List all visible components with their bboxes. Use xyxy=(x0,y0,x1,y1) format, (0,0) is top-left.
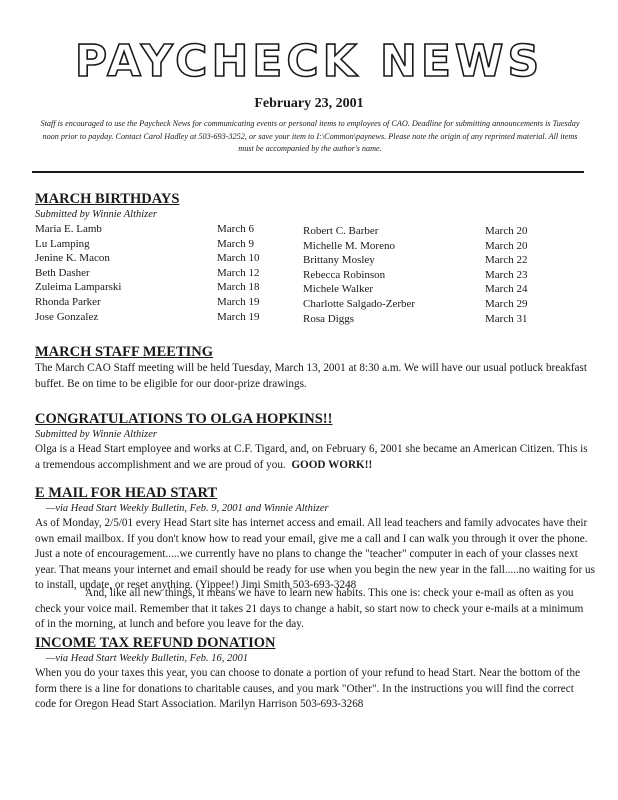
birthday-date: March 10 xyxy=(217,252,260,265)
birthday-date: March 24 xyxy=(485,283,528,296)
congrats-submitted-by: Submitted by Winnie Althizer xyxy=(35,429,158,440)
birthday-name: Maria E. Lamb xyxy=(35,223,102,235)
masthead-title: PAYCHECK NEWS xyxy=(74,36,544,87)
birthday-name: Charlotte Salgado-Zerber xyxy=(303,297,416,310)
birthday-date: March 23 xyxy=(485,268,528,281)
birthday-date: March 19 xyxy=(217,310,260,323)
congrats-text: Olga is a Head Start employee and works at C.F. Tigard, and, on February 6, 2001 she became an American Citizen. This is a tremendous accomplishment and we are proud of you. xyxy=(35,443,588,471)
email-paragraph-2: And, like all new things, it means we have to learn new habits. This one is: check your e-mail as often as you check your voice mail. Remember that it takes 21 days to change a habit, so start now to check your e-mails at a minimum of in the morning, at lunch and before you leave for the day. xyxy=(35,587,584,630)
birthday-name: Michelle M. Moreno xyxy=(303,239,395,252)
birthday-name: Rebecca Robinson xyxy=(303,268,386,281)
birthdays-left-names xyxy=(35,222,121,324)
birthday-name: Michele Walker xyxy=(303,283,374,296)
birthday-name: Rosa Diggs xyxy=(303,312,355,325)
birthday-name: Jose Gonzalez xyxy=(35,310,99,323)
staff-meeting-body: The March CAO Staff meeting will be held Tuesday, March 13, 2001 at 8:30 a.m. We will have our usual potluck breakfast buffet. Be on time to be eligible for our door-prize drawings. xyxy=(35,362,587,390)
birthday-date: March 20 xyxy=(485,239,528,252)
birthday-name: Brittany Mosley xyxy=(303,254,375,267)
tax-heading: INCOME TAX REFUND DONATION xyxy=(35,635,276,651)
email-paragraph-1: As of Monday, 2/5/01 every Head Start site has internet access and email. All lead teachers and family advocates have their own email mailbox. If you don't know how to read your email, give me a call and I can walk you through it over the phone. Just a note of encouragement.....we currently have no plans to change the "teacher" computer in each of your classes next year. That means your internet and email should be ready for use when you begin the new year in the fall.....no waiting for us to install, update, or reset anything. (Yippee!) Jimi Smith 503-693-3248 xyxy=(35,517,595,591)
header-divider xyxy=(32,171,584,173)
submission-notice: Staff is encouraged to use the Paycheck News for communicating events or personal items to employees of CAO. Deadline for submitting announcements is Tuesday noon prior to payday. Contact Carol Hadley at 503-693-3252, or save your item to I:\Common\paynews. Please note the origin of any reprinted material. All items must be accompanied by the author's name. xyxy=(40,119,580,153)
congrats-heading: CONGRATULATIONS TO OLGA HOPKINS!! xyxy=(35,411,333,427)
email-source: —via Head Start Weekly Bulletin, Feb. 9, 2001 and Winnie Althizer xyxy=(46,503,329,514)
birthday-date: March 12 xyxy=(217,266,260,279)
birthday-name: Beth Dasher xyxy=(35,266,90,279)
birthday-name: Zuleima Lamparski xyxy=(35,281,122,294)
birthday-date: March 6 xyxy=(217,223,254,235)
birthday-name: Rhonda Parker xyxy=(35,295,101,308)
congrats-emphasis: GOOD WORK!! xyxy=(291,458,373,471)
birthday-name: Lu Lamping xyxy=(35,237,90,250)
birthday-date: March 20 xyxy=(485,225,528,237)
birthday-date: March 29 xyxy=(485,297,528,310)
birthdays-right-names xyxy=(303,224,415,326)
birthday-name: Jenine K. Macon xyxy=(35,252,110,265)
birthday-name: Robert C. Barber xyxy=(303,225,379,237)
birthday-date: March 31 xyxy=(485,312,528,325)
birthdays-submitted-by: Submitted by Winnie Althizer xyxy=(35,209,158,220)
tax-source: —via Head Start Weekly Bulletin, Feb. 16, 2001 xyxy=(46,653,248,664)
congrats-body xyxy=(35,442,595,473)
issue-date: February 23, 2001 xyxy=(254,96,364,111)
birthdays-heading: MARCH BIRTHDAYS xyxy=(35,191,180,207)
birthday-date: March 9 xyxy=(217,237,254,250)
email-heading: E MAIL FOR HEAD START xyxy=(35,485,218,501)
birthday-date: March 19 xyxy=(217,295,260,308)
birthday-date: March 22 xyxy=(485,254,528,267)
staff-meeting-heading: MARCH STAFF MEETING xyxy=(35,344,214,360)
tax-body: When you do your taxes this year, you can choose to donate a portion of your refund to head Start. Near the bottom of the form there is a line for donations to charitable causes, and you mark "Other". In the instructions you will find the correct code for Oregon Head Start Association. Marilyn Harrison 503-693-3268 xyxy=(35,667,581,710)
birthdays-right-dates xyxy=(485,224,527,326)
birthdays-left-dates xyxy=(217,222,259,324)
birthday-date: March 18 xyxy=(217,281,260,294)
